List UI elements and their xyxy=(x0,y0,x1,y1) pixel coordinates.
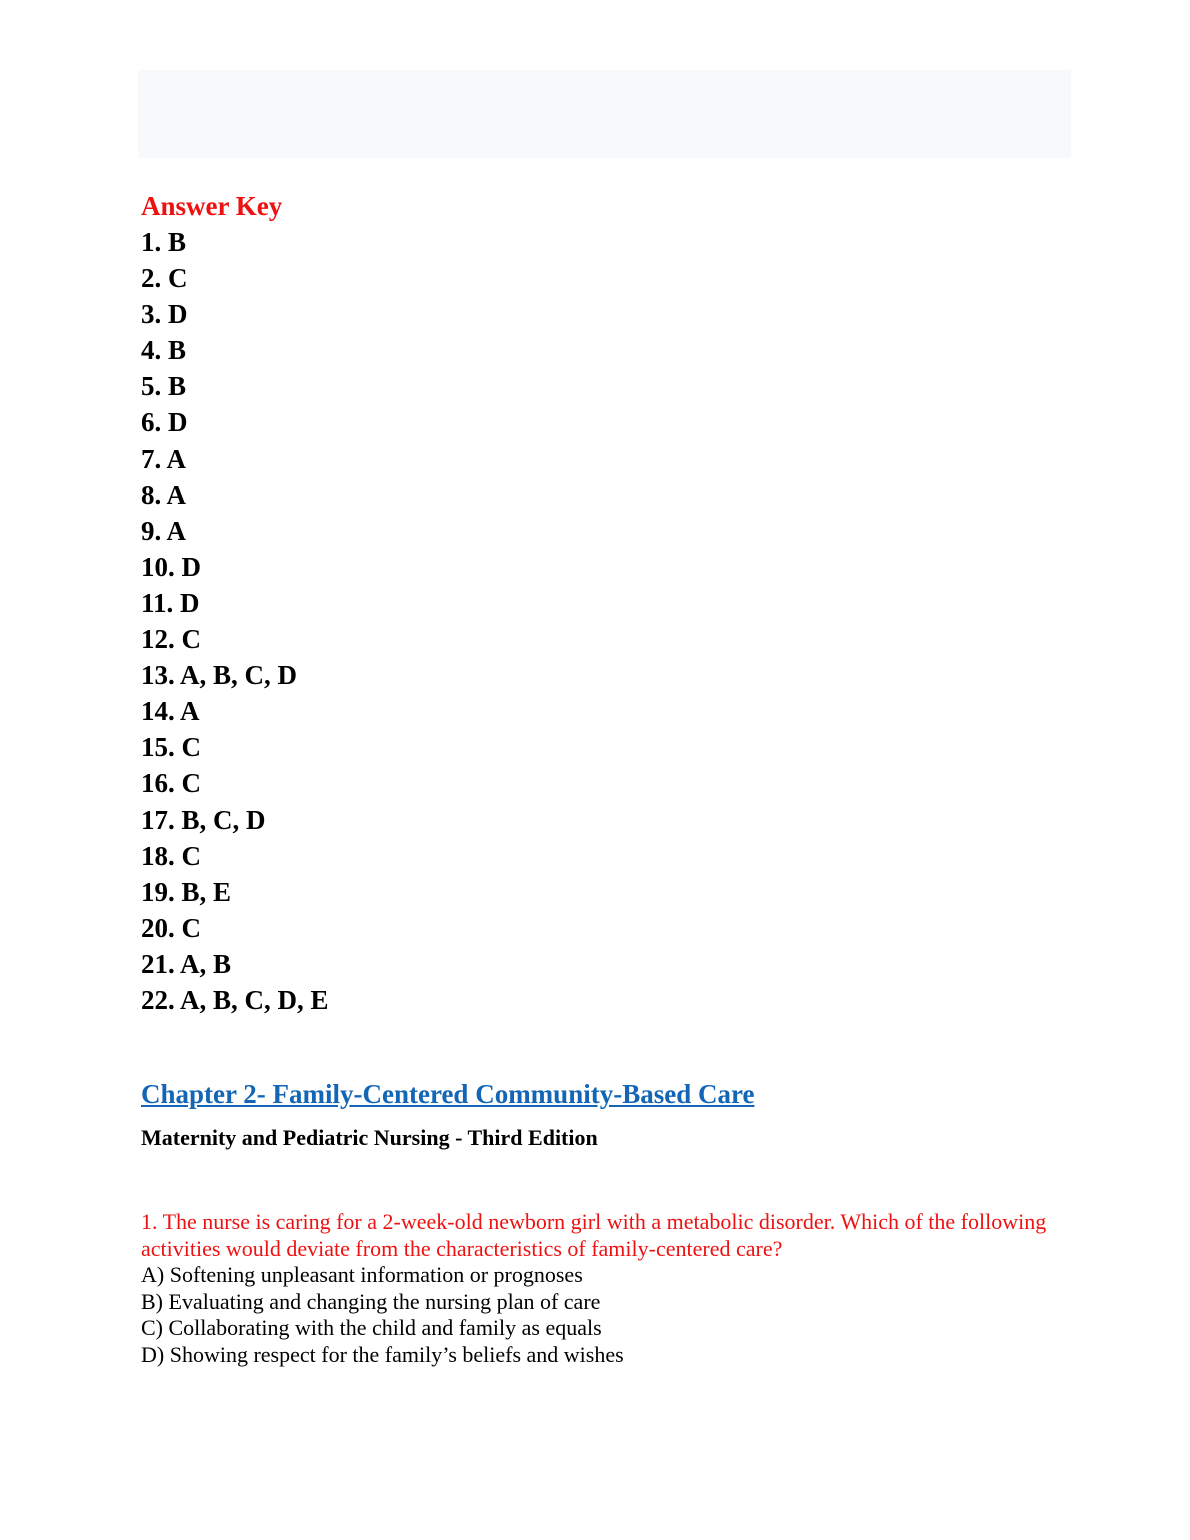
answer-key-item: 10. D xyxy=(141,551,201,582)
answer-option: D) Showing respect for the family’s beliefs and wishes xyxy=(141,1341,624,1367)
answer-key-item: 8. A xyxy=(141,479,187,510)
answer-key-item: 18. C xyxy=(141,840,201,871)
answer-key-item: 7. A xyxy=(141,443,187,474)
document-body xyxy=(141,188,1071,1368)
question-stem: 1. The nurse is caring for a 2-week-old newborn girl with a metabolic disorder. Which of the following activities would deviate from the characteristics of family-centered care? xyxy=(141,1209,1047,1261)
answer-key-item: 21. A, B xyxy=(141,948,232,979)
chapter-title-link[interactable]: Chapter 2- Family-Centered Community-Based Care xyxy=(141,1079,755,1110)
question-block xyxy=(141,1209,1071,1368)
answer-key-item: 6. D xyxy=(141,407,188,438)
answer-key-item: 15. C xyxy=(141,732,201,763)
answer-key-item: 14. A xyxy=(141,696,200,727)
answer-key-item: 12. C xyxy=(141,624,201,655)
answer-option: A) Softening unpleasant information or prognoses xyxy=(141,1262,583,1288)
answer-option: B) Evaluating and changing the nursing plan of care xyxy=(141,1288,601,1314)
answer-key-item: 16. C xyxy=(141,768,201,799)
answer-key-item: 22. A, B, C, D, E xyxy=(141,984,329,1015)
answer-key-item: 9. A xyxy=(141,515,187,546)
book-subtitle: Maternity and Pediatric Nursing - Third Edition xyxy=(141,1125,598,1151)
answer-key-item: 20. C xyxy=(141,912,201,943)
answer-key-item: 2. C xyxy=(141,263,188,294)
answer-key-item: 17. B, C, D xyxy=(141,804,266,835)
answer-key-item: 3. D xyxy=(141,299,188,330)
answer-key-item: 11. D xyxy=(141,587,200,618)
answer-key-item: 19. B, E xyxy=(141,876,232,907)
answer-key-title: Answer Key xyxy=(141,191,283,221)
answer-key-list xyxy=(141,224,1071,1018)
question-options xyxy=(141,1262,1071,1368)
answer-option: C) Collaborating with the child and family as equals xyxy=(141,1315,602,1341)
answer-key-item: 13. A, B, C, D xyxy=(141,660,298,691)
answer-key-item: 4. B xyxy=(141,335,187,366)
answer-key-item: 1. B xyxy=(141,227,187,257)
answer-key-item: 5. B xyxy=(141,371,187,402)
header-band xyxy=(138,70,1071,158)
